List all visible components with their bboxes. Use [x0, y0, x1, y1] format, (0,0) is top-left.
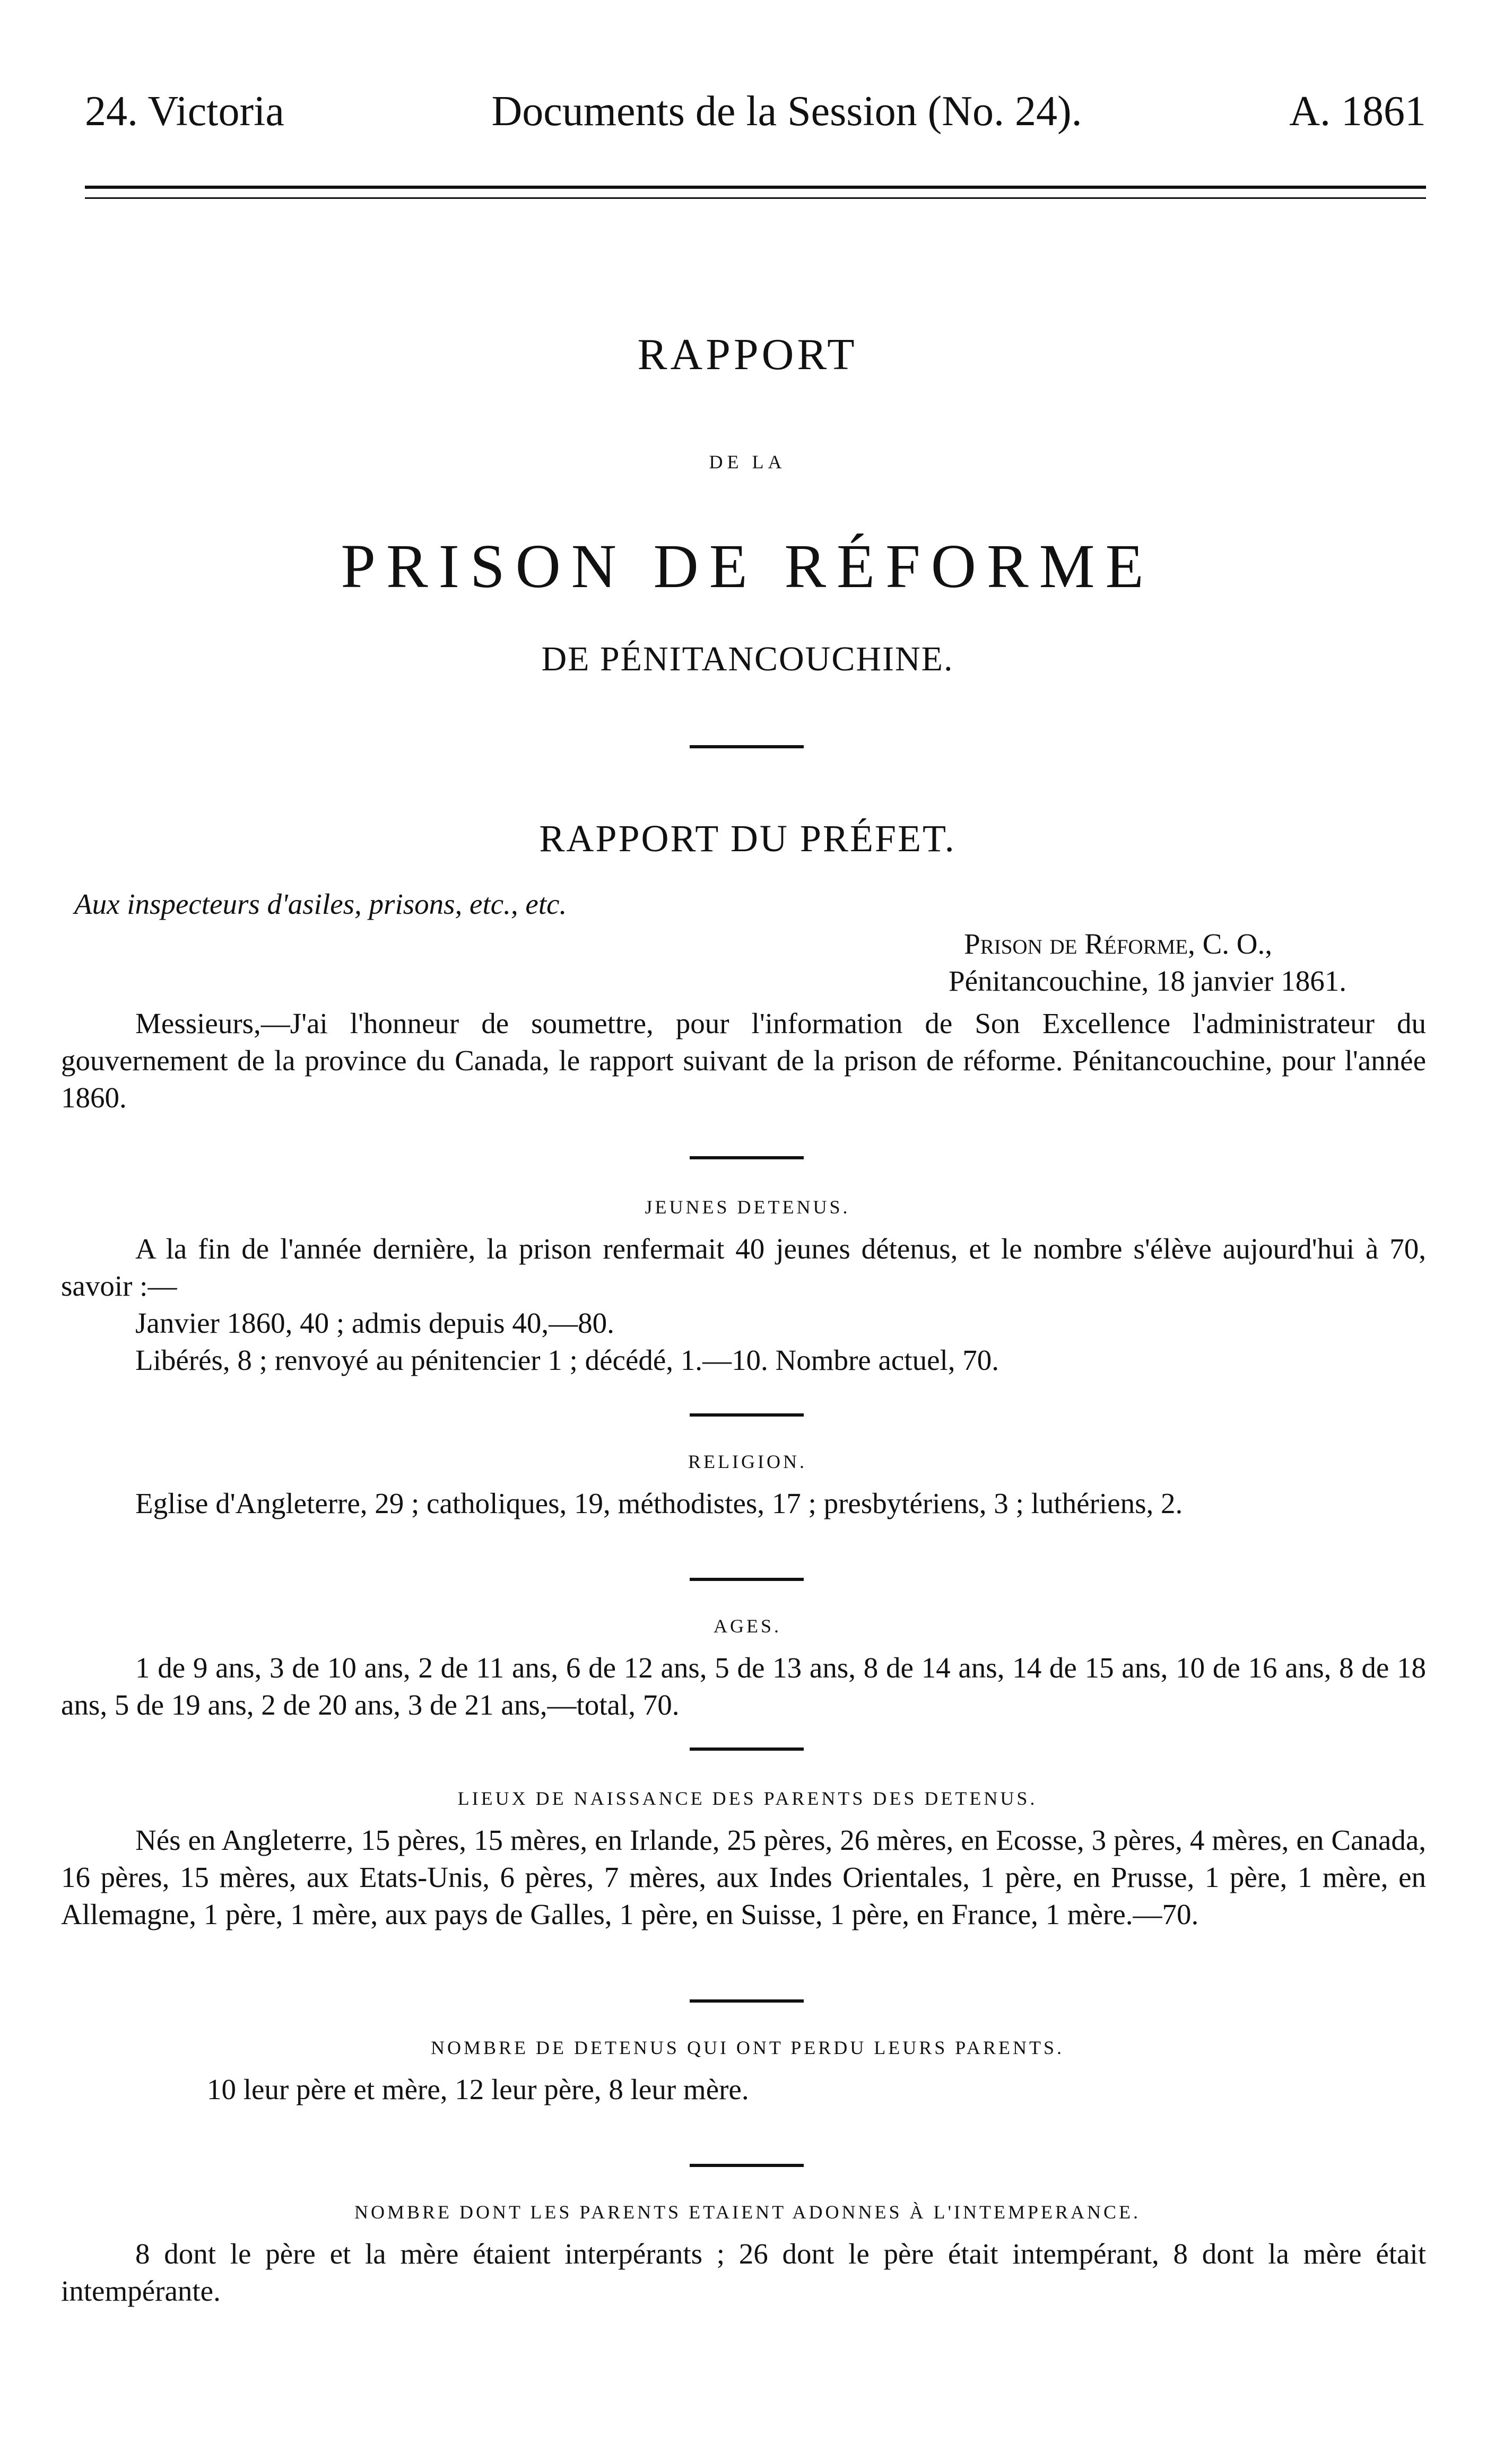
header-rule-top — [85, 186, 1426, 189]
location-date — [949, 925, 1346, 1000]
date-line: Pénitancouchine, 18 janvier 1861. — [949, 965, 1346, 997]
title-de-la: DE LA — [709, 451, 786, 473]
divider — [690, 1578, 804, 1581]
jeunes-paragraph-1: A la fin de l'année dernière, la prison renfermait 40 jeunes détenus, et le nombre s'élève aujourd'hui à 70, savoir :— — [61, 1233, 1426, 1302]
report-heading: RAPPORT DU PRÉFET. — [539, 817, 956, 860]
section-heading-jeunes: JEUNES DETENUS. — [645, 1196, 850, 1218]
title-prison-de-reforme: PRISON DE RÉFORME — [341, 531, 1154, 601]
divider — [690, 1747, 804, 1751]
ages-paragraph: 1 de 9 ans, 3 de 10 ans, 2 de 11 ans, 6 de 12 ans, 5 de 13 ans, 8 de 14 ans, 14 de 15 ans, 10 de 16 ans, 8 de 18 ans, 5 de 19 ans, 2 de 20 ans, 3 de 21 ans,—total, 70. — [61, 1652, 1426, 1721]
section-heading-ages: AGES. — [713, 1615, 781, 1637]
divider — [690, 1999, 804, 2003]
section-heading-intemperance: NOMBRE DONT LES PARENTS ETAIENT ADONNES À L'INTEMPERANCE. — [354, 2201, 1141, 2223]
intemperance-paragraph: 8 dont le père et la mère étaient interpérants ; 26 dont le père était intempérant, 8 dont la mère était intempérante. — [61, 2238, 1426, 2307]
religion-paragraph: Eglise d'Angleterre, 29 ; catholiques, 19, méthodistes, 17 ; presbytériens, 3 ; luthériens, 2. — [135, 1487, 1183, 1519]
section-heading-perdu: NOMBRE DE DETENUS QUI ONT PERDU LEURS PARENTS. — [430, 2037, 1065, 2058]
section-heading-lieux: LIEUX DE NAISSANCE DES PARENTS DES DETENUS. — [457, 1788, 1038, 1809]
header-volume: 24. Victoria — [85, 88, 284, 135]
divider — [690, 745, 804, 748]
divider — [690, 2164, 804, 2167]
divider — [690, 1156, 804, 1159]
perdu-paragraph: 10 leur père et mère, 12 leur père, 8 leur mère. — [207, 2073, 749, 2105]
lieux-paragraph: Nés en Angleterre, 15 pères, 15 mères, en Irlande, 25 pères, 26 mères, en Ecosse, 3 pères, 4 mères, en Canada, 16 pères, 15 mères, aux Etats-Unis, 6 pères, 7 mères, aux Indes Orientales, 1 père, en Prusse, 1 père, 1 mère, en Allemagne, 1 père, 1 mère, aux pays de Galles, 1 père, en Suisse, 1 père, en France, 1 mère.—70. — [61, 1824, 1426, 1930]
header-rule-bottom — [85, 197, 1426, 199]
header-session-title: Documents de la Session (No. 24). — [491, 88, 1082, 135]
divider — [690, 1413, 804, 1417]
jeunes-paragraph-3: Libérés, 8 ; renvoyé au pénitencier 1 ; décédé, 1.—10. Nombre actuel, 70. — [135, 1344, 999, 1376]
running-header — [85, 90, 1426, 133]
intro-paragraph: Messieurs,—J'ai l'honneur de soumettre, pour l'information de Son Excellence l'administrateur du gouvernement de la province du Canada, le rapport suivant de la prison de réforme. Pénitancouchine, pour l'année 1860. — [61, 1007, 1426, 1114]
salutation: Aux inspecteurs d'asiles, prisons, etc., etc. — [74, 888, 567, 920]
location-line: Prison de Réforme, C. O., — [964, 928, 1272, 960]
jeunes-paragraph-2: Janvier 1860, 40 ; admis depuis 40,—80. — [135, 1307, 614, 1339]
title-penitancouchine: DE PÉNITANCOUCHINE. — [541, 640, 954, 678]
header-year: A. 1861 — [1289, 88, 1426, 135]
section-heading-religion: RELIGION. — [688, 1451, 807, 1472]
title-rapport: RAPPORT — [637, 330, 858, 379]
